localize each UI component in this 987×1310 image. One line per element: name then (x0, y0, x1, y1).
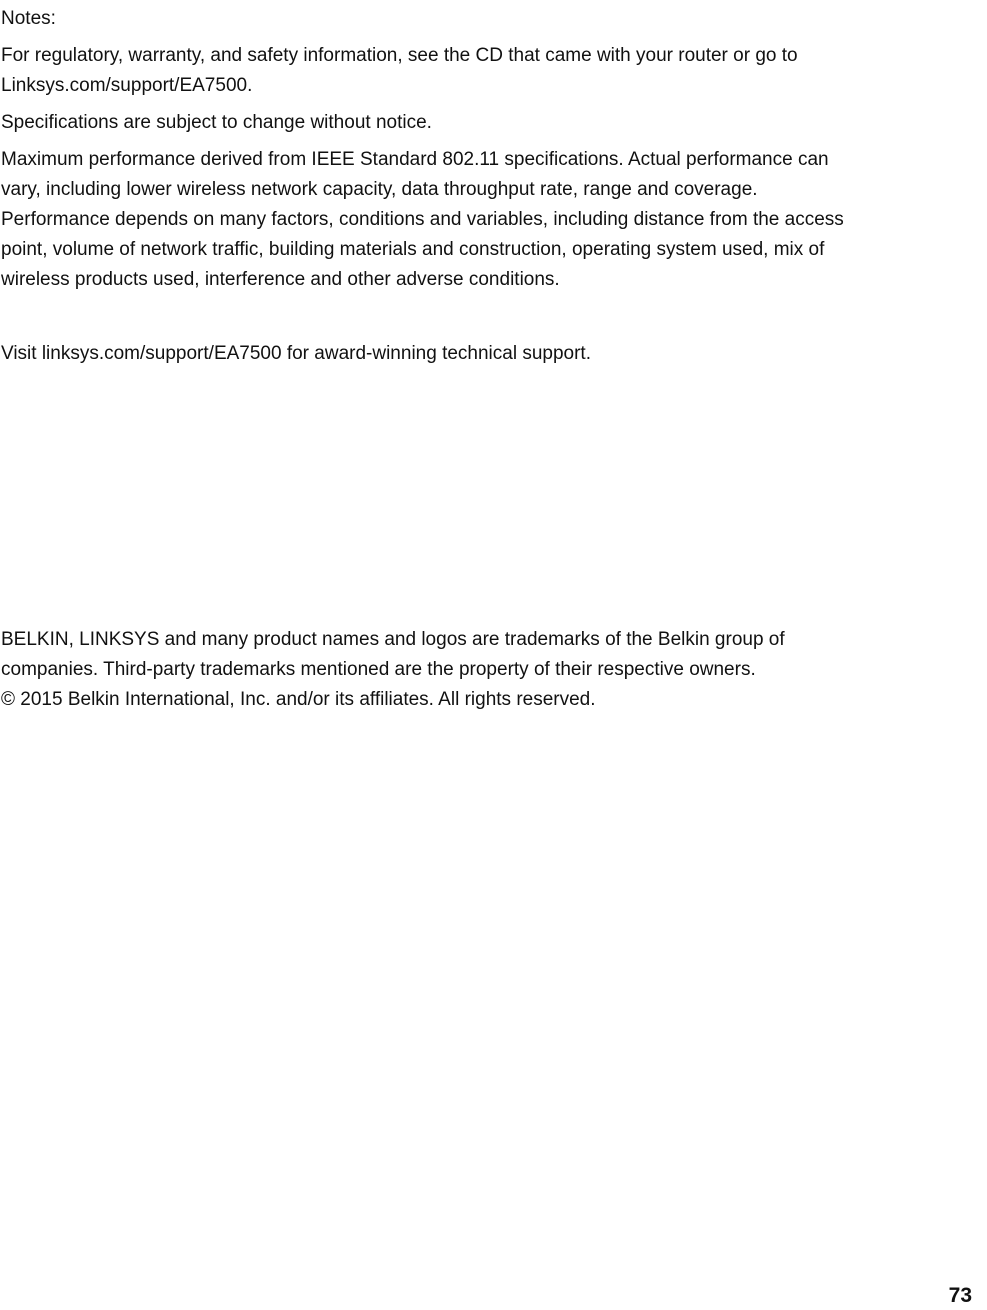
trademark-line: BELKIN, LINKSYS and many product names and logos are trademarks of the Belkin group of (1, 629, 785, 650)
copyright-line: © 2015 Belkin International, Inc. and/or its affiliates. All rights reserved. (1, 689, 596, 710)
notes-heading (1, 4, 966, 34)
regulatory-paragraph (1, 41, 966, 101)
specifications-text: Specifications are subject to change without notice. (1, 112, 432, 133)
visit-support-text: Visit linksys.com/support/EA7500 for award-winning technical support. (1, 343, 591, 364)
performance-line: Maximum performance derived from IEEE Standard 802.11 specifications. Actual performance can (1, 149, 829, 170)
trademark-paragraph (1, 625, 966, 715)
trademark-line: companies. Third-party trademarks mentioned are the property of their respective owners. (1, 659, 756, 680)
performance-line: vary, including lower wireless network capacity, data throughput rate, range and coverage. (1, 179, 758, 200)
performance-line: point, volume of network traffic, building materials and construction, operating system used, mix of (1, 239, 825, 260)
visit-support-paragraph (1, 339, 966, 369)
regulatory-line: Linksys.com/support/EA7500. (1, 75, 253, 96)
performance-line: wireless products used, interference and other adverse conditions. (1, 269, 560, 290)
performance-line: Performance depends on many factors, conditions and variables, including distance from the access (1, 209, 844, 230)
performance-paragraph (1, 145, 966, 295)
specifications-paragraph (1, 108, 966, 138)
regulatory-line: For regulatory, warranty, and safety information, see the CD that came with your router or go to (1, 45, 798, 66)
notes-label: Notes: (1, 8, 56, 29)
page-number: 73 (948, 1284, 972, 1307)
